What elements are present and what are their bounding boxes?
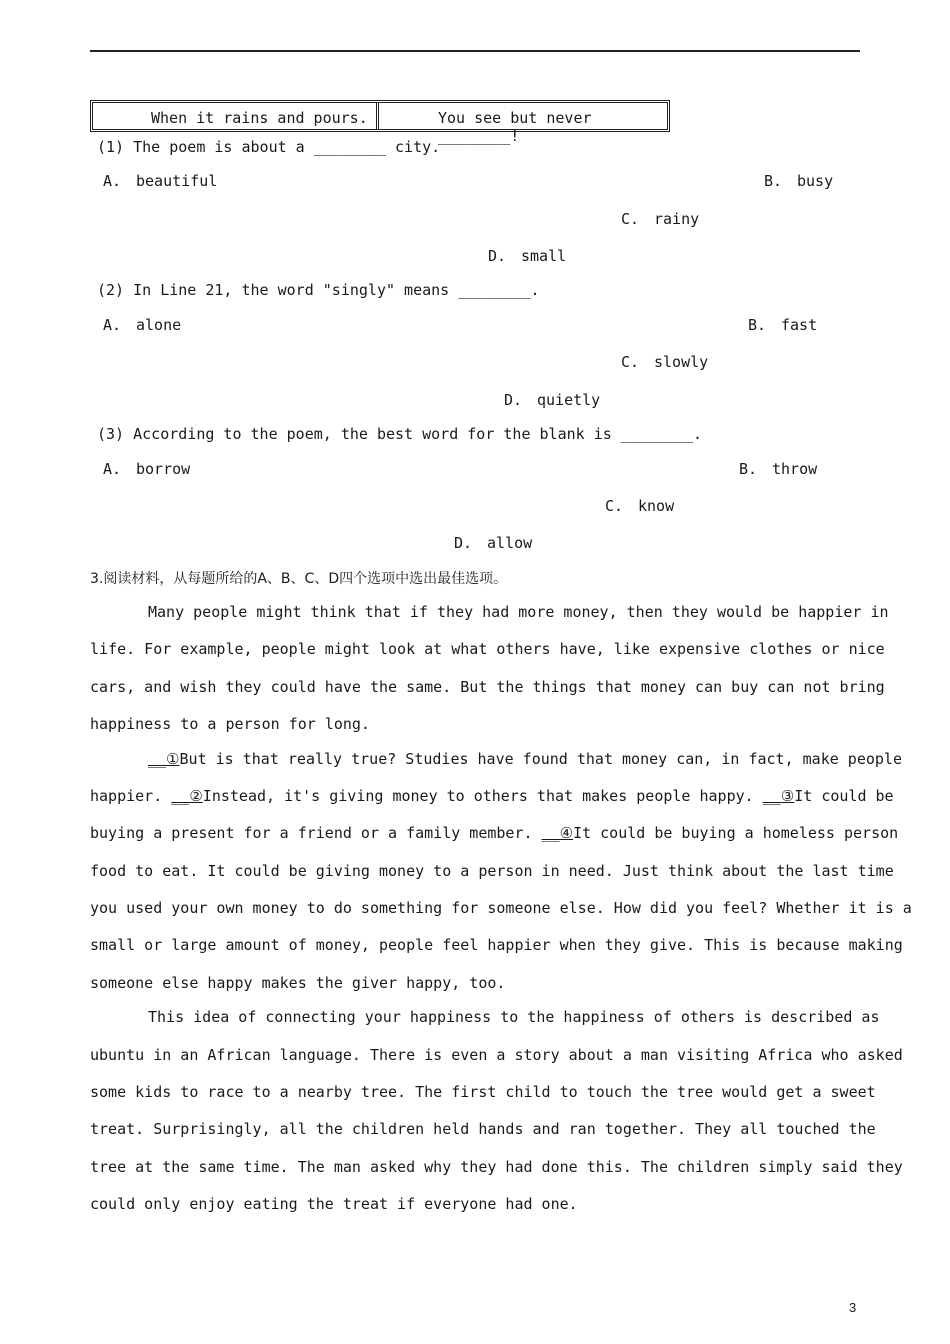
option-text: borrow [136, 460, 191, 478]
passage-text: It could be buying a homeless person [573, 824, 899, 842]
option-text: allow [487, 534, 533, 552]
option-text: know [638, 497, 675, 515]
q2-option-c[interactable] [621, 353, 708, 371]
option-text: busy [797, 172, 834, 190]
option-letter: B. [739, 460, 758, 478]
passage-line: you used your own money to do something for someone else. How did you feel? Whether it is a [90, 899, 912, 917]
option-letter: A. [103, 172, 122, 190]
q3-option-a[interactable] [103, 460, 190, 478]
passage-line: happiness to a person for long. [90, 715, 370, 733]
blank-2[interactable]: __② [171, 787, 203, 805]
q2-option-d[interactable] [504, 391, 600, 409]
q2-option-a[interactable] [103, 316, 181, 334]
option-text: small [521, 247, 567, 265]
option-letter: C. [621, 210, 640, 228]
passage-text: It could be [794, 787, 894, 805]
header-rule [90, 50, 860, 52]
poem-cell-left: When it rains and pours. [151, 109, 368, 127]
passage-line [148, 750, 902, 768]
page-number: 3 [849, 1300, 857, 1315]
option-text: fast [781, 316, 818, 334]
option-text: throw [772, 460, 818, 478]
question-1-stem: (1) The poem is about a ________ city. [97, 138, 441, 156]
q3-option-c[interactable] [605, 497, 674, 515]
option-letter: A. [103, 460, 122, 478]
section-3-heading: 3.阅读材料，从每题所给的A、B、C、D四个选项中选出最佳选项。 [90, 571, 508, 587]
option-letter: B. [748, 316, 767, 334]
passage-line: tree at the same time. The man asked why they had done this. The children simply said they [90, 1158, 903, 1176]
q1-option-c[interactable] [621, 210, 699, 228]
passage-line: someone else happy makes the giver happy, too. [90, 974, 506, 992]
q3-option-b[interactable] [739, 460, 817, 478]
option-text: beautiful [136, 172, 218, 190]
blank-3[interactable]: __③ [762, 787, 795, 805]
option-letter: D. [454, 534, 473, 552]
option-text: quietly [537, 391, 601, 409]
passage-text: But is that really true? Studies have found that money can, in fact, make people [179, 750, 902, 768]
passage-text: happier. [90, 787, 172, 805]
passage-line: life. For example, people might look at what others have, like expensive clothes or nice [90, 640, 885, 658]
passage-line: small or large amount of money, people feel happier when they give. This is because making [90, 936, 903, 954]
blank-1[interactable]: __① [148, 750, 180, 768]
option-letter: A. [103, 316, 122, 334]
passage-line [90, 824, 899, 842]
passage-text: buying a present for a friend or a family member. [90, 824, 542, 842]
q3-option-d[interactable] [454, 534, 532, 552]
option-text: slowly [654, 353, 709, 371]
poem-table [90, 100, 670, 145]
option-letter: C. [605, 497, 624, 515]
option-text: alone [136, 316, 182, 334]
passage-line: ubuntu in an African language. There is even a story about a man visiting Africa who asked [90, 1046, 903, 1064]
q1-option-d[interactable] [488, 247, 566, 265]
passage-line: This idea of connecting your happiness to the happiness of others is described as [148, 1008, 880, 1026]
option-letter: B. [764, 172, 783, 190]
passage-line: Many people might think that if they had more money, then they would be happier in [148, 603, 889, 621]
option-letter: D. [504, 391, 523, 409]
q1-option-a[interactable] [103, 172, 217, 190]
passage-line: some kids to race to a nearby tree. The first child to touch the tree would get a sweet [90, 1083, 876, 1101]
passage-line: food to eat. It could be giving money to a person in need. Just think about the last time [90, 862, 894, 880]
blank-4[interactable]: __④ [541, 824, 574, 842]
option-text: rainy [654, 210, 700, 228]
passage-line: cars, and wish they could have the same. But the things that money can buy can not bring [90, 678, 885, 696]
question-2-stem: (2) In Line 21, the word "singly" means ________. [97, 281, 540, 299]
poem-cell-right: You see but never ________! [438, 109, 592, 145]
question-3-stem: (3) According to the poem, the best word for the blank is ________. [97, 425, 703, 443]
passage-text: Instead, it's giving money to others that makes people happy. [202, 787, 763, 805]
q2-option-b[interactable] [748, 316, 817, 334]
poem-table-divider [376, 103, 382, 129]
passage-line: could only enjoy eating the treat if everyone had one. [90, 1195, 578, 1213]
passage-line: treat. Surprisingly, all the children held hands and ran together. They all touched the [90, 1120, 876, 1138]
option-letter: D. [488, 247, 507, 265]
option-letter: C. [621, 353, 640, 371]
passage-line [90, 787, 894, 805]
q1-option-b[interactable] [764, 172, 833, 190]
